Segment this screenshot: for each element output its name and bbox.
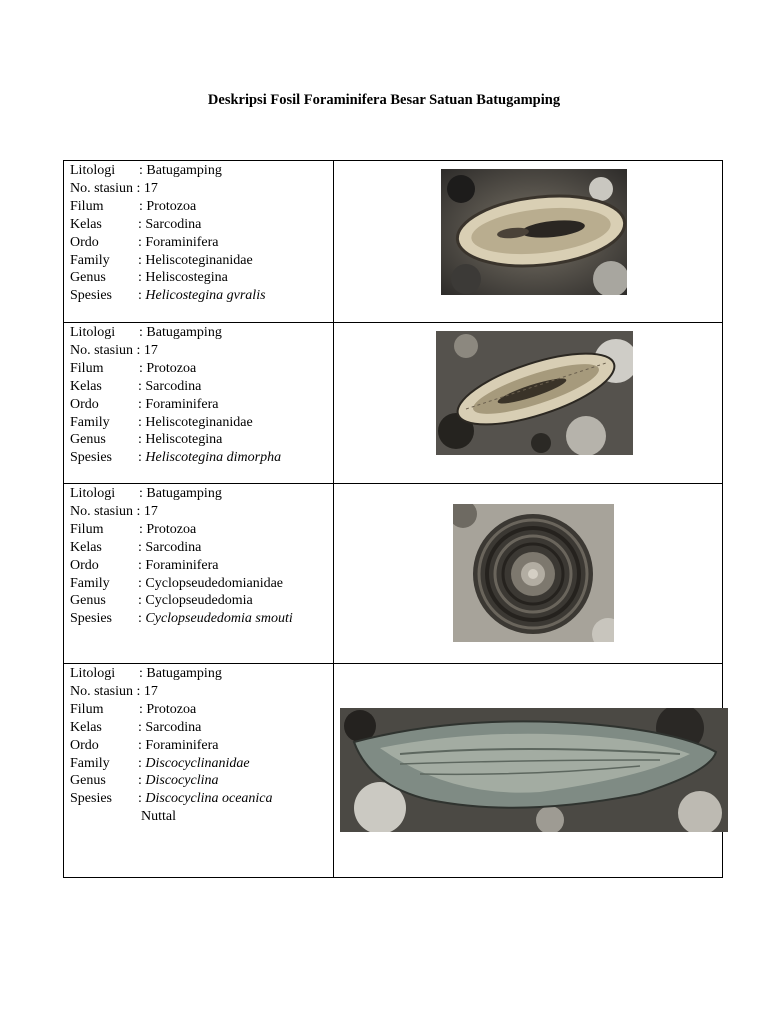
fossil-image-cell-4 <box>334 664 723 878</box>
value-family: : Heliscoteginanidae <box>138 414 253 430</box>
value-family: Discocyclinanidae <box>145 755 250 771</box>
fossil-description-4 <box>64 664 334 878</box>
label-spesies: Spesies <box>70 450 112 466</box>
value-litologi: : Batugamping <box>139 666 222 681</box>
value-filum: : Protozoa <box>139 198 197 214</box>
value-litologi: : Batugamping <box>139 486 222 501</box>
label-family: Family <box>70 414 110 430</box>
fossil-row-3 <box>64 484 723 664</box>
fossil-micrograph-4 <box>340 708 728 832</box>
value-kelas: : Sarcodina <box>138 539 202 555</box>
value-genus: : Heliscostegina <box>138 270 228 286</box>
label-stasiun: No. stasiun <box>70 503 133 519</box>
label-family: Family <box>70 252 110 268</box>
label-stasiun: No. stasiun <box>70 683 133 699</box>
label-family: Family <box>70 575 110 591</box>
label-filum: Filum <box>70 198 104 214</box>
label-ordo: Ordo <box>70 234 99 250</box>
value-filum: : Protozoa <box>139 521 197 537</box>
label-litologi: Litologi <box>70 666 116 681</box>
label-kelas: Kelas <box>70 719 102 735</box>
label-spesies: Spesies <box>70 288 112 304</box>
colon: : <box>138 791 142 807</box>
colon: : <box>138 288 142 304</box>
fossil-image-cell-2 <box>334 323 723 484</box>
value-family: : Cyclopseudedomianidae <box>138 575 284 591</box>
label-genus: Genus <box>70 270 106 286</box>
label-stasiun: No. stasiun <box>70 342 133 358</box>
fossil-description-2 <box>64 323 334 484</box>
value-filum: : Protozoa <box>139 701 197 717</box>
colon: : <box>138 755 142 771</box>
fossil-micrograph-1 <box>441 169 627 295</box>
label-kelas: Kelas <box>70 216 102 232</box>
value-genus: : Cyclopseudedomia <box>138 593 253 609</box>
fossil-row-4 <box>64 664 723 878</box>
label-litologi: Litologi <box>70 325 116 340</box>
value-genus: Discocyclina <box>145 773 219 789</box>
label-genus: Genus <box>70 773 106 789</box>
label-spesies: Spesies <box>70 611 112 627</box>
fossil-table <box>63 160 723 878</box>
label-ordo: Ordo <box>70 396 99 412</box>
value-ordo: : Foraminifera <box>138 234 219 250</box>
label-stasiun: No. stasiun <box>70 180 133 196</box>
label-filum: Filum <box>70 360 104 376</box>
value-spesies: Helicostegina gvralis <box>145 288 266 304</box>
label-filum: Filum <box>70 521 104 537</box>
label-genus: Genus <box>70 432 106 448</box>
value-kelas: : Sarcodina <box>138 378 202 394</box>
colon: : <box>138 773 142 789</box>
fossil-row-2 <box>64 323 723 484</box>
fossil-row-1 <box>64 161 723 323</box>
value-ordo: : Foraminifera <box>138 737 219 753</box>
label-genus: Genus <box>70 593 106 609</box>
colon: : <box>138 611 142 627</box>
value-stasiun: : 17 <box>136 180 158 196</box>
label-kelas: Kelas <box>70 539 102 555</box>
fossil-description-1 <box>64 161 334 323</box>
label-ordo: Ordo <box>70 737 99 753</box>
value-ordo: : Foraminifera <box>138 557 219 573</box>
document-title: Deskripsi Fosil Foraminifera Besar Satuan Batugamping <box>207 92 561 108</box>
label-ordo: Ordo <box>70 557 99 573</box>
value-spesies: Heliscotegina dimorpha <box>145 450 282 466</box>
label-litologi: Litologi <box>70 163 116 178</box>
fossil-image-cell-1 <box>334 161 723 323</box>
label-kelas: Kelas <box>70 378 102 394</box>
value-filum: : Protozoa <box>139 360 197 376</box>
fossil-image-cell-3 <box>334 484 723 664</box>
fossil-micrograph-3 <box>453 504 614 642</box>
label-filum: Filum <box>70 701 104 717</box>
value-stasiun: : 17 <box>136 683 158 699</box>
value-genus: : Heliscotegina <box>138 432 223 448</box>
colon: : <box>138 450 142 466</box>
fossil-micrograph-2 <box>436 331 633 455</box>
label-spesies: Spesies <box>70 791 112 807</box>
fossil-description-3 <box>64 484 334 664</box>
value-litologi: : Batugamping <box>139 325 222 340</box>
value-stasiun: : 17 <box>136 342 158 358</box>
species-author: Nuttal <box>141 809 176 825</box>
value-kelas: : Sarcodina <box>138 216 202 232</box>
value-family: : Heliscoteginanidae <box>138 252 253 268</box>
value-spesies: Discocyclina oceanica <box>145 791 273 807</box>
value-litologi: : Batugamping <box>139 163 222 178</box>
value-spesies: Cyclopseudedomia smouti <box>145 611 293 627</box>
value-kelas: : Sarcodina <box>138 719 202 735</box>
label-litologi: Litologi <box>70 486 116 501</box>
label-family: Family <box>70 755 110 771</box>
value-ordo: : Foraminifera <box>138 396 219 412</box>
value-stasiun: : 17 <box>136 503 158 519</box>
